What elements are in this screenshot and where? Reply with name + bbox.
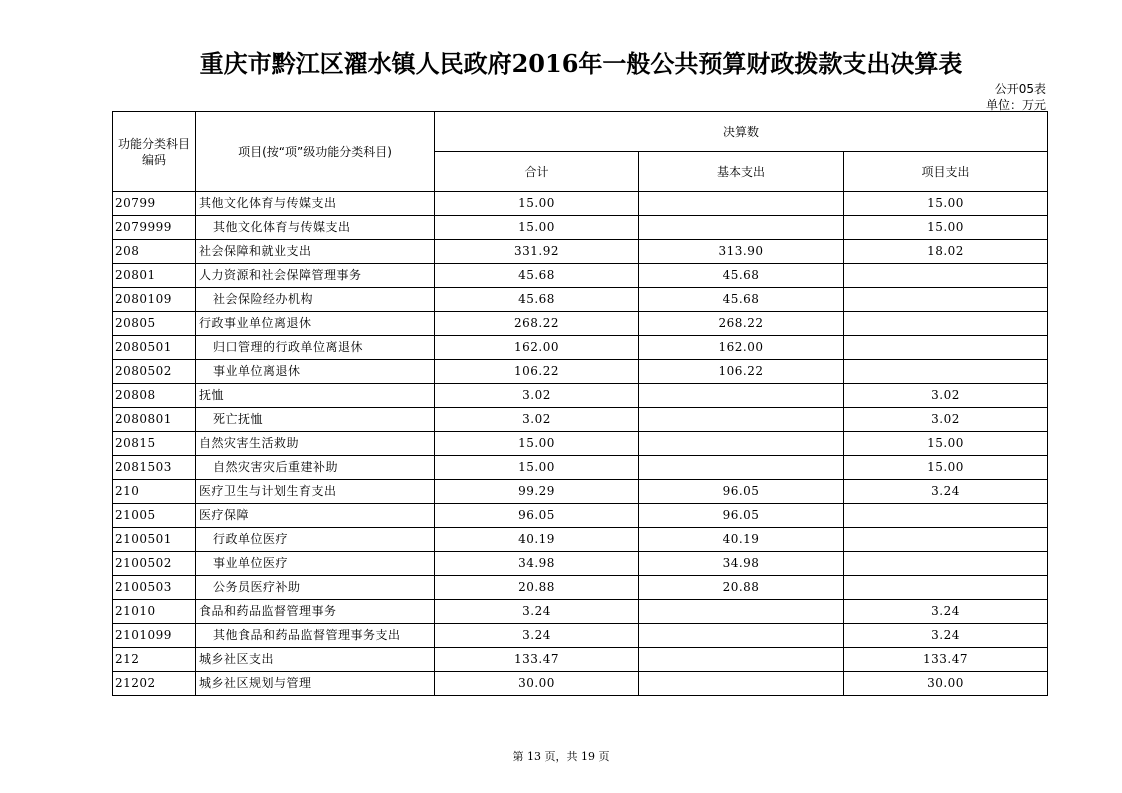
row-total: 30.00	[435, 672, 639, 696]
row-name: 事业单位离退休	[196, 360, 435, 384]
row-name: 死亡抚恤	[196, 408, 435, 432]
row-name: 食品和药品监督管理事务	[196, 600, 435, 624]
row-name: 医疗卫生与计划生育支出	[196, 480, 435, 504]
row-name: 归口管理的行政单位离退休	[196, 336, 435, 360]
table-row	[113, 408, 1048, 432]
row-basic	[639, 432, 844, 456]
row-project: 18.02	[844, 240, 1048, 264]
table-row	[113, 600, 1048, 624]
row-name: 行政单位医疗	[196, 528, 435, 552]
row-total: 3.24	[435, 600, 639, 624]
row-project	[844, 312, 1048, 336]
row-basic: 96.05	[639, 480, 844, 504]
row-basic: 40.19	[639, 528, 844, 552]
row-basic	[639, 600, 844, 624]
row-basic	[639, 408, 844, 432]
row-project: 133.47	[844, 648, 1048, 672]
row-name: 城乡社区规划与管理	[196, 672, 435, 696]
row-total: 331.92	[435, 240, 639, 264]
row-project: 3.24	[844, 600, 1048, 624]
table-row	[113, 192, 1048, 216]
row-code: 20815	[113, 432, 196, 456]
row-project	[844, 576, 1048, 600]
table-row	[113, 216, 1048, 240]
row-total: 15.00	[435, 192, 639, 216]
row-name: 社会保障和就业支出	[196, 240, 435, 264]
row-basic	[639, 456, 844, 480]
row-basic	[639, 672, 844, 696]
row-name: 其他食品和药品监督管理事务支出	[196, 624, 435, 648]
header-item: 项目(按“项”级功能分类科目)	[196, 112, 435, 192]
row-code: 2100503	[113, 576, 196, 600]
row-total: 133.47	[435, 648, 639, 672]
row-total: 162.00	[435, 336, 639, 360]
row-total: 40.19	[435, 528, 639, 552]
row-code: 2080109	[113, 288, 196, 312]
row-project: 15.00	[844, 192, 1048, 216]
row-project: 3.24	[844, 480, 1048, 504]
row-total: 45.68	[435, 264, 639, 288]
row-project	[844, 552, 1048, 576]
row-name: 社会保险经办机构	[196, 288, 435, 312]
row-project	[844, 504, 1048, 528]
unit-label: 单位：万元	[985, 98, 1046, 112]
row-code: 21005	[113, 504, 196, 528]
table-row	[113, 480, 1048, 504]
row-name: 城乡社区支出	[196, 648, 435, 672]
row-total: 15.00	[435, 456, 639, 480]
row-code: 21202	[113, 672, 196, 696]
header-basic: 基本支出	[639, 152, 844, 192]
page-title: 重庆市黔江区濯水镇人民政府2016年一般公共预算财政拨款支出决算表	[199, 49, 963, 78]
row-total: 3.02	[435, 408, 639, 432]
table-row	[113, 336, 1048, 360]
row-code: 2080502	[113, 360, 196, 384]
table-row	[113, 672, 1048, 696]
table-body	[113, 192, 1048, 696]
row-code: 212	[113, 648, 196, 672]
row-total: 3.02	[435, 384, 639, 408]
row-code: 2100502	[113, 552, 196, 576]
page-footer: 第 13 页，共 19 页	[512, 750, 610, 763]
row-basic: 162.00	[639, 336, 844, 360]
row-total: 268.22	[435, 312, 639, 336]
row-project	[844, 360, 1048, 384]
row-code: 2081503	[113, 456, 196, 480]
row-total: 15.00	[435, 432, 639, 456]
table-row	[113, 624, 1048, 648]
table-row	[113, 360, 1048, 384]
row-project: 3.24	[844, 624, 1048, 648]
row-code: 2100501	[113, 528, 196, 552]
row-project: 3.02	[844, 384, 1048, 408]
table-row	[113, 504, 1048, 528]
row-name: 其他文化体育与传媒支出	[196, 216, 435, 240]
row-project: 15.00	[844, 216, 1048, 240]
row-code: 20799	[113, 192, 196, 216]
row-name: 自然灾害灾后重建补助	[196, 456, 435, 480]
table-row	[113, 552, 1048, 576]
row-project	[844, 288, 1048, 312]
row-total: 106.22	[435, 360, 639, 384]
row-project: 15.00	[844, 456, 1048, 480]
row-project	[844, 336, 1048, 360]
row-basic: 20.88	[639, 576, 844, 600]
row-code: 2079999	[113, 216, 196, 240]
header-project: 项目支出	[844, 152, 1048, 192]
row-project: 3.02	[844, 408, 1048, 432]
table-row	[113, 648, 1048, 672]
row-code: 208	[113, 240, 196, 264]
table-row	[113, 456, 1048, 480]
row-total: 45.68	[435, 288, 639, 312]
header-final: 决算数	[435, 112, 1048, 152]
row-total: 3.24	[435, 624, 639, 648]
row-name: 抚恤	[196, 384, 435, 408]
row-code: 20801	[113, 264, 196, 288]
table-row	[113, 384, 1048, 408]
row-basic	[639, 216, 844, 240]
row-name: 其他文化体育与传媒支出	[196, 192, 435, 216]
row-basic	[639, 192, 844, 216]
row-project	[844, 528, 1048, 552]
table-row	[113, 288, 1048, 312]
row-name: 行政事业单位离退休	[196, 312, 435, 336]
row-basic: 313.90	[639, 240, 844, 264]
row-project: 15.00	[844, 432, 1048, 456]
row-code: 21010	[113, 600, 196, 624]
row-total: 99.29	[435, 480, 639, 504]
row-total: 34.98	[435, 552, 639, 576]
row-basic	[639, 624, 844, 648]
row-code: 20808	[113, 384, 196, 408]
row-name: 人力资源和社会保障管理事务	[196, 264, 435, 288]
row-total: 15.00	[435, 216, 639, 240]
row-code: 2080501	[113, 336, 196, 360]
header-total: 合计	[435, 152, 639, 192]
row-name: 公务员医疗补助	[196, 576, 435, 600]
table-row	[113, 432, 1048, 456]
row-basic: 106.22	[639, 360, 844, 384]
row-name: 事业单位医疗	[196, 552, 435, 576]
row-basic: 268.22	[639, 312, 844, 336]
header-code: 功能分类科目编码	[113, 112, 196, 192]
table-row	[113, 528, 1048, 552]
row-code: 2080801	[113, 408, 196, 432]
table-row	[113, 240, 1048, 264]
row-code: 20805	[113, 312, 196, 336]
row-project: 30.00	[844, 672, 1048, 696]
table-row	[113, 576, 1048, 600]
row-basic	[639, 384, 844, 408]
row-name: 自然灾害生活救助	[196, 432, 435, 456]
row-code: 2101099	[113, 624, 196, 648]
form-number: 公开05表	[994, 82, 1046, 96]
row-basic	[639, 648, 844, 672]
row-total: 20.88	[435, 576, 639, 600]
budget-table	[112, 111, 1048, 696]
row-total: 96.05	[435, 504, 639, 528]
row-name: 医疗保障	[196, 504, 435, 528]
row-basic: 34.98	[639, 552, 844, 576]
row-basic: 45.68	[639, 288, 844, 312]
table-row	[113, 264, 1048, 288]
table-row	[113, 312, 1048, 336]
row-code: 210	[113, 480, 196, 504]
row-project	[844, 264, 1048, 288]
row-basic: 45.68	[639, 264, 844, 288]
row-basic: 96.05	[639, 504, 844, 528]
